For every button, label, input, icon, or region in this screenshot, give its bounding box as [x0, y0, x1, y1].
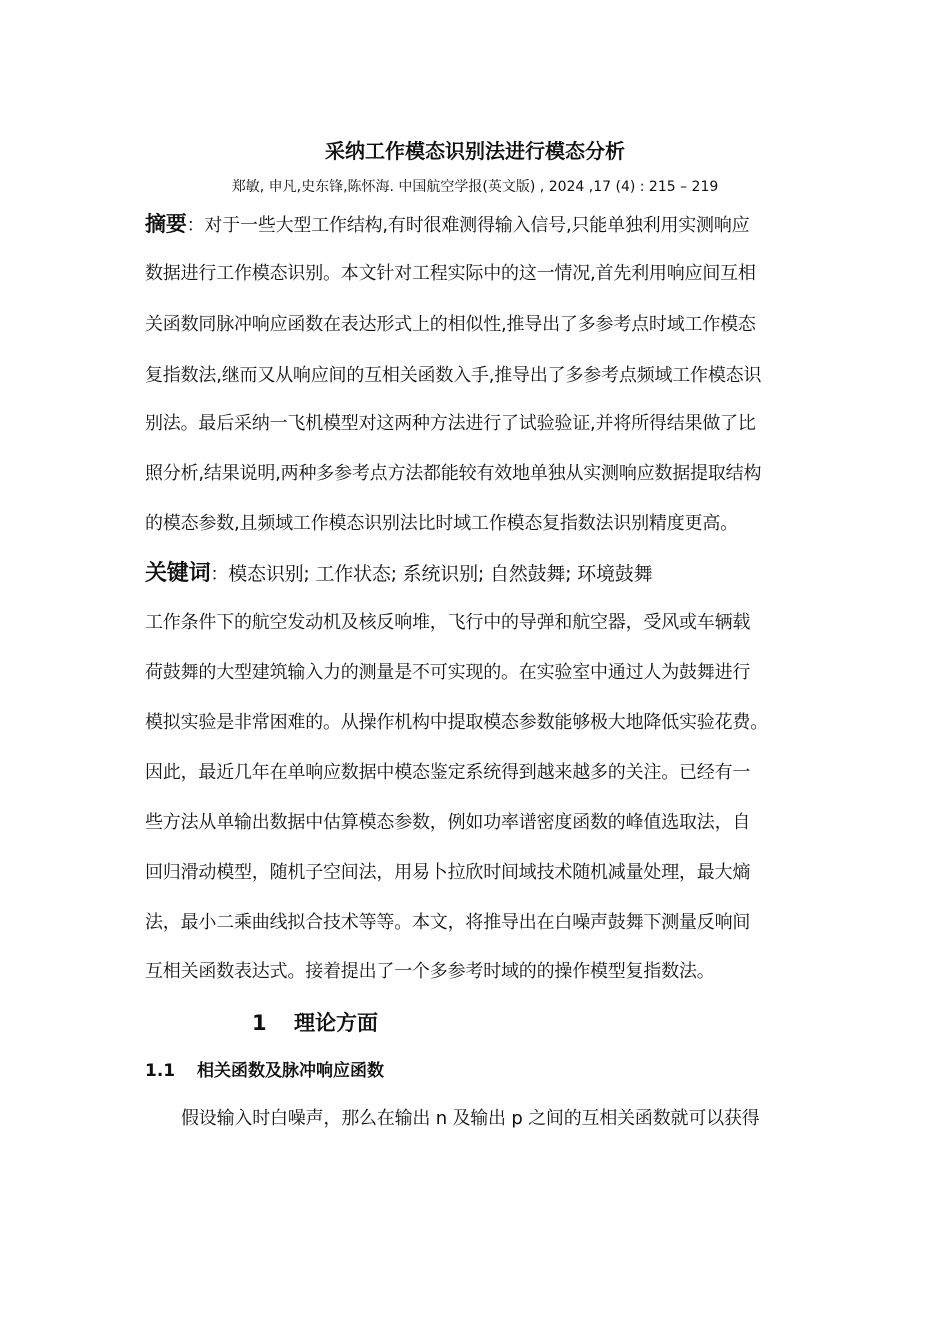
keywords-text: 模态识别; 工作状态; 系统识别; 自然鼓舞; 环境鼓舞 — [228, 563, 653, 585]
section-heading-1 — [252, 1008, 378, 1038]
subsection-title: 相关函数及脉冲响应函数 — [197, 1061, 384, 1081]
abstract-line-3: 关函数同脉冲响应函数在表达形式上的相似性,推导出了多参考点时域工作模态 — [145, 314, 756, 335]
subsection-number: 1.1 — [145, 1061, 176, 1081]
intro-line-2: 荷鼓舞的大型建筑输入力的测量是不可实现的。在实验室中通过人为鼓舞进行 — [145, 662, 751, 683]
abstract-line-4: 复指数法,继而又从响应间的互相关函数入手,推导出了多参考点频域工作模态识 — [145, 365, 762, 386]
abstract-text: 对于一些大型工作结构,有时很难测得输入信号,只能单独利用实测响应 — [204, 215, 750, 236]
intro-line-3: 模拟实验是非常困难的。从操作机构中提取模态参数能够极大地降低实验花费。 — [145, 712, 768, 733]
intro-line-5: 些方法从单输出数据中估算模态参数，例如功率谱密度函数的峰值选取法，自 — [145, 812, 751, 833]
intro-line-4: 因此，最近几年在单响应数据中模态鉴定系统得到越来越多的关注。已经有一 — [145, 762, 751, 783]
abstract-line-1 — [145, 211, 749, 239]
abstract-line-5: 别法。最后采纳一飞机模型对这两种方法进行了试验验证,并将所得结果做了比 — [145, 413, 756, 434]
paper-citation: 郑敏, 申凡,史东锋,陈怀海. 中国航空学报(英文版) , 2024 ,17 (4) : 215 – 219 — [231, 179, 719, 195]
abstract-sep: ： — [186, 215, 205, 236]
intro-line-7: 法，最小二乘曲线拟合技术等等。本文，将推导出在白噪声鼓舞下测量反响间 — [145, 912, 751, 933]
paper-title: 采纳工作模态识别法进行模态分析 — [325, 139, 625, 163]
abstract-label: 摘要 — [145, 212, 187, 236]
keywords-sep: ： — [210, 564, 229, 585]
abstract-line-2: 数据进行工作模态识别。本文针对工程实际中的这一情况,首先利用响应间互相 — [145, 263, 756, 284]
keywords-label: 关键词 — [145, 561, 211, 586]
keywords-line — [145, 561, 652, 588]
section-title: 理论方面 — [294, 1011, 378, 1035]
subsection-heading-1-1 — [145, 1058, 384, 1084]
intro-line-1: 工作条件下的航空发动机及核反响堆，飞行中的导弹和航空器，受风或车辆载 — [145, 612, 751, 633]
abstract-line-7: 的模态参数,且频域工作模态识别法比时域工作模态复指数法识别精度更高。 — [145, 513, 738, 534]
intro-line-6: 回归滑动模型，随机子空间法，用易卜拉欣时间域技术随机减量处理，最大熵 — [145, 862, 751, 883]
intro-line-8: 互相关函数表达式。接着提出了一个多参考时域的的操作模型复指数法。 — [145, 961, 715, 982]
body-paragraph-line: 假设输入时白噪声，那么在输出 n 及输出 p 之间的互相关函数就可以获得 — [181, 1108, 760, 1129]
section-number: 1 — [252, 1011, 267, 1035]
abstract-line-6: 照分析,结果说明,两种多参考点方法都能较有效地单独从实测响应数据提取结构 — [145, 463, 762, 484]
